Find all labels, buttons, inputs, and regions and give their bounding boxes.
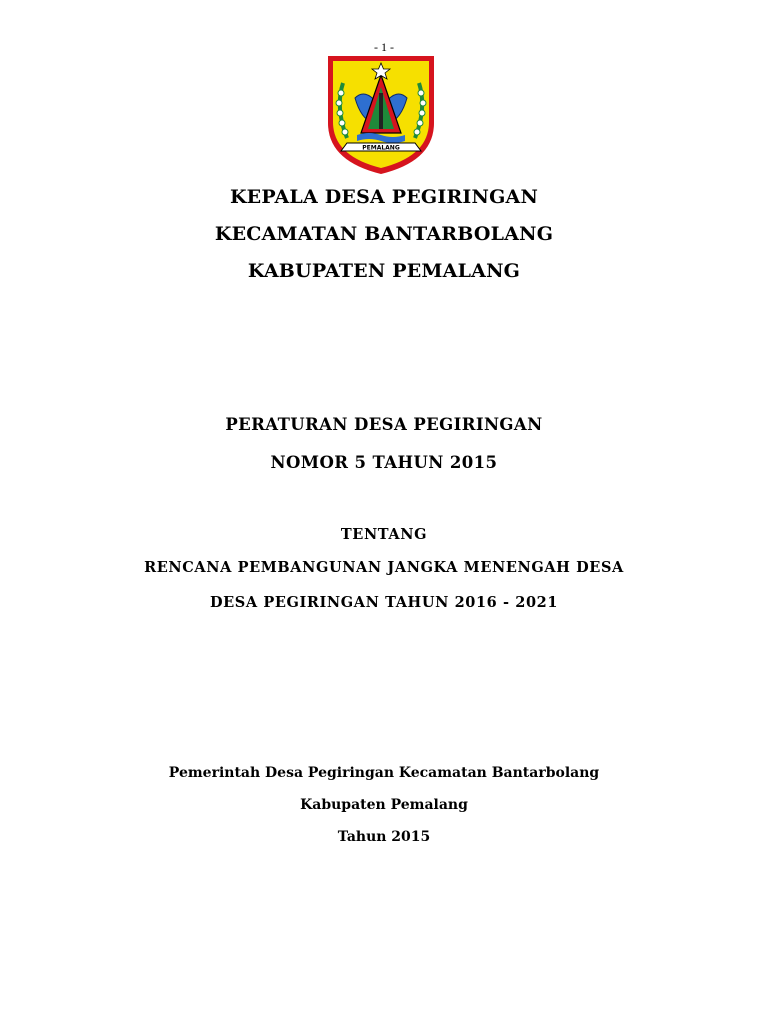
footer-line-2: Kabupaten Pemalang — [300, 797, 468, 813]
subject-about: TENTANG — [340, 526, 428, 543]
header-line-3: KABUPATEN PEMALANG — [247, 260, 521, 282]
footer-line-3: Tahun 2015 — [337, 829, 431, 845]
subject-line-2: DESA PEGIRINGAN TAHUN 2016 - 2021 — [209, 594, 559, 611]
subject-line-1: RENCANA PEMBANGUNAN JANGKA MENENGAH DESA — [144, 559, 624, 576]
svg-text:PEMALANG: PEMALANG — [362, 144, 400, 152]
header-line-1: KEPALA DESA PEGIRINGAN — [229, 186, 539, 208]
page-number: - 1 - — [374, 40, 394, 54]
footer-line-1: Pemerintah Desa Pegiringan Kecamatan Bantarbolang — [168, 765, 600, 781]
header-line-2: KECAMATAN BANTARBOLANG — [214, 223, 554, 245]
regulation-number: NOMOR 5 TAHUN 2015 — [270, 453, 498, 472]
regulation-title: PERATURAN DESA PEGIRINGAN — [225, 415, 543, 434]
coat-of-arms-emblem — [325, 53, 437, 177]
